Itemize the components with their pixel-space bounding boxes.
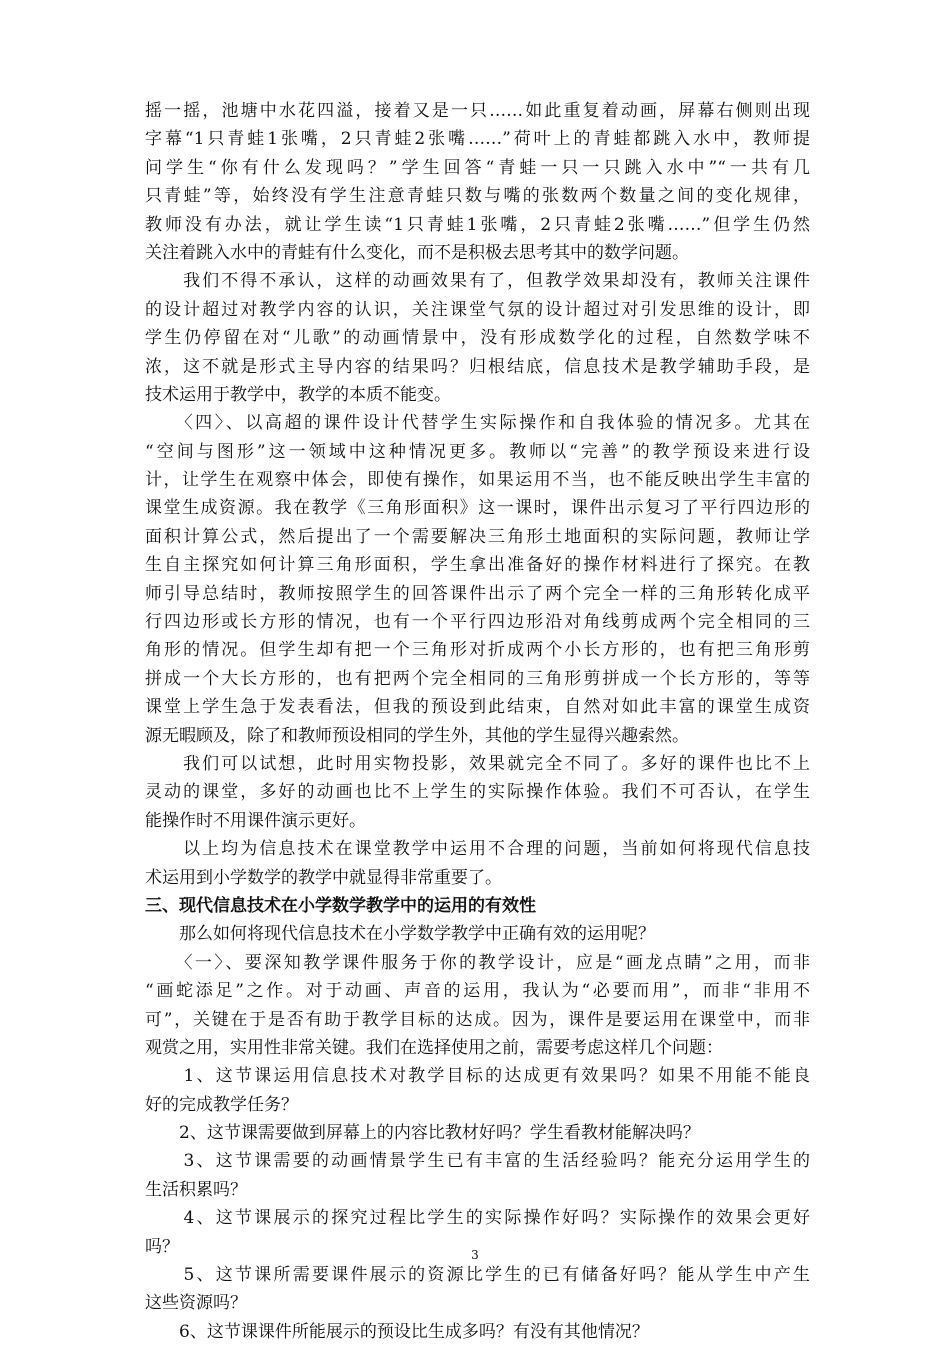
text-line: 字幕“1只青蛙1张嘴，2只青蛙2张嘴……”荷叶上的青蛙都跳入水中，教师提 (145, 129, 810, 150)
text-line: 以上均为信息技术在课堂教学中运用不合理的问题，当前如何将现代信息技 (145, 839, 810, 860)
text-line: 生活积累吗？ (145, 1179, 247, 1200)
document-body (145, 97, 810, 1346)
text-line: 生自主探究如何计算三角形面积，学生拿出准备好的操作材料进行了探究。在教 (145, 555, 810, 576)
text-line: 计，让学生在观察中体会，即使有操作，如果运用不当，也不能反映出学生丰富的 (145, 470, 810, 491)
text-line: 只青蛙”等，始终没有学生注意青蛙只数与嘴的张数两个数量之间的变化规律， (145, 186, 810, 207)
text-line: 课堂生成资源。我在教学《三角形面积》这一课时，课件出示复习了平行四边形的 (145, 498, 810, 519)
text-line: 面积计算公式，然后提出了一个需要解决三角形土地面积的实际问题，教师让学 (145, 526, 810, 547)
text-line: 可”，关键在于是否有助于教学目标的达成。因为，课件是要运用在课堂中，而非 (145, 1009, 810, 1030)
section-heading: 三、现代信息技术在小学数学教学中的运用的有效性 (145, 895, 536, 916)
text-line: 师引导总结时，教师按照学生的回答课件出示了两个完全一样的三角形转化成平 (145, 583, 810, 604)
text-line: 源无暇顾及，除了和教师预设相同的学生外，其他的学生显得兴趣索然。 (145, 725, 689, 746)
text-line: 好的完成教学任务？ (145, 1094, 298, 1115)
text-line: 角形的情况。但学生却有把一个三角形对折成两个小长方形的，也有把三角形剪 (145, 640, 810, 661)
text-line: 学生仍停留在对“儿歌”的动画情景中，没有形成数学化的过程，自然数学味不 (145, 328, 810, 349)
text-line: 5、这节课所需要课件展示的资源比学生的已有储备好吗？能从学生中产生 (145, 1265, 810, 1286)
text-line: “空间与图形”这一领域中这种情况更多。教师以“完善”的教学预设来进行设 (145, 441, 810, 462)
text-line: 课堂上学生急于发表看法，但我的预设到此结束，自然对如此丰富的课堂生成资 (145, 697, 810, 718)
text-line: 术运用到小学数学的教学中就显得非常重要了。 (145, 867, 502, 888)
text-line: 的设计超过对教学内容的认识，关注课堂气氛的设计超过对引发思维的设计，即 (145, 299, 810, 320)
text-line: “画蛇添足”之作。对于动画、声音的运用，我认为“必要而用”，而非“非用不 (145, 981, 810, 1002)
text-line: 关注着跳入水中的青蛙有什么变化，而不是积极去思考其中的数学问题。 (145, 242, 689, 263)
text-line: 我们不得不承认，这样的动画效果有了，但教学效果却没有，教师关注课件 (145, 271, 810, 292)
text-line: 技术运用于教学中，教学的本质不能变。 (145, 384, 451, 405)
text-line: 2、这节课需要做到屏幕上的内容比教材好吗？学生看教材能解决吗？ (145, 1123, 700, 1144)
text-line: 我们可以试想，此时用实物投影，效果就完全不同了。多好的课件也比不上 (145, 753, 810, 774)
text-line: 问学生“你有什么发现吗？”学生回答“青蛙一只一只跳入水中”“一共有几 (145, 157, 810, 178)
text-line: 4、这节课展示的探究过程比学生的实际操作好吗？实际操作的效果会更好 (145, 1208, 810, 1229)
text-line: 行四边形或长方形的情况，也有一个平行四边形沿对角线剪成两个完全相同的三 (145, 612, 810, 633)
text-line: 6、这节课课件所能展示的预设比生成多吗？有没有其他情况？ (145, 1321, 649, 1342)
text-line: 这些资源吗？ (145, 1293, 247, 1314)
text-line: 〈四〉、以高超的课件设计代替学生实际操作和自我体验的情况多。尤其在 (145, 413, 810, 434)
text-line: 观赏之用，实用性非常关键。我们在选择使用之前，需要考虑这样几个问题： (145, 1037, 723, 1058)
text-line: 能操作时不用课件演示更好。 (145, 810, 366, 831)
text-line: 灵动的课堂，多好的动画也比不上学生的实际操作体验。我们不可否认，在学生 (145, 782, 810, 803)
text-line: 拼成一个大长方形的，也有把两个完全相同的三角形剪拼成一个长方形的，等等 (145, 668, 810, 689)
page-number: 3 (471, 1248, 479, 1262)
text-line: 那么如何将现代信息技术在小学数学教学中正确有效的运用呢？ (145, 924, 655, 945)
text-line: 教师没有办法，就让学生读“1只青蛙1张嘴，2只青蛙2张嘴……”但学生仍然 (145, 214, 810, 235)
text-line: 〈一〉、要深知教学课件服务于你的教学设计，应是“画龙点睛”之用，而非 (145, 952, 810, 973)
text-line: 1、这节课运用信息技术对教学目标的达成更有效果吗？如果不用能不能良 (145, 1066, 810, 1087)
text-line: 摇一摇，池塘中水花四溢，接着又是一只……如此重复着动画，屏幕右侧则出现 (145, 101, 810, 121)
text-line: 3、这节课需要的动画情景学生已有丰富的生活经验吗？能充分运用学生的 (145, 1151, 810, 1172)
text-line: 吗？ (145, 1236, 179, 1257)
text-line: 浓，这不就是形式主导内容的结果吗？归根结底，信息技术是教学辅助手段，是 (145, 356, 810, 377)
